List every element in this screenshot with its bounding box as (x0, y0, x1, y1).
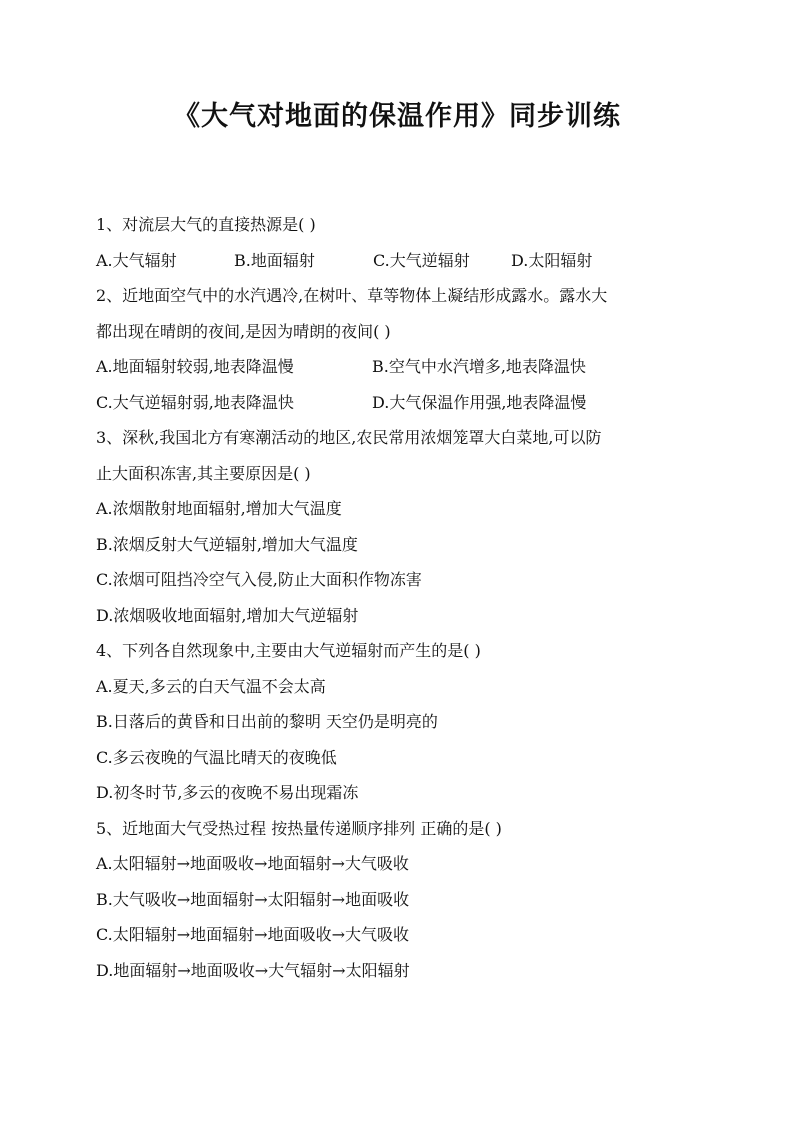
question-2-stem-line1: 2、近地面空气中的水汽遇冷,在树叶、草等物体上凝结形成露水。露水大 (96, 286, 608, 305)
question-2-options-row2 (96, 385, 706, 421)
question-5-option-c: C.太阳辐射→地面辐射→地面吸收→大气吸收 (96, 925, 409, 944)
question-2-stem-line2: 都出现在晴朗的夜间,是因为晴朗的夜间( ) (96, 321, 391, 341)
question-1-stem: 1、对流层大气的直接热源是( ) (96, 215, 316, 234)
question-1-option-c: C.大气逆辐射 (373, 250, 470, 270)
question-1-option-a: A.大气辐射 (96, 250, 177, 270)
question-4-stem: 4、下列各自然现象中,主要由大气逆辐射而产生的是( ) (96, 641, 481, 660)
question-1-option-d: D.太阳辐射 (511, 250, 593, 270)
question-2-option-b: B.空气中水汽增多,地表降温快 (372, 357, 586, 376)
question-2-option-a: A.地面辐射较弱,地表降温慢 (96, 357, 294, 376)
question-5-option-b: B.大气吸收→地面辐射→太阳辐射→地面吸收 (96, 889, 410, 909)
question-5-option-a: A.太阳辐射→地面吸收→地面辐射→大气吸收 (96, 854, 409, 873)
question-2-option-c: C.大气逆辐射弱,地表降温快 (96, 392, 294, 412)
question-1-options (96, 243, 706, 279)
question-list (96, 207, 706, 988)
question-4-option-a: A.夏天,多云的白天气温不会太高 (96, 676, 326, 696)
document-title: 《大气对地面的保温作用》同步训练 (173, 101, 621, 132)
question-1-option-b: B.地面辐射 (234, 250, 315, 270)
question-5-option-d: D.地面辐射→地面吸收→大气辐射→太阳辐射 (96, 960, 410, 980)
question-3-stem-line2: 止大面积冻害,其主要原因是( ) (96, 463, 311, 483)
question-2-options-row1 (96, 349, 706, 385)
question-3-option-d: D.浓烟吸收地面辐射,增加大气逆辐射 (96, 605, 359, 625)
question-4-option-c: C.多云夜晚的气温比晴天的夜晚低 (96, 747, 337, 767)
question-2-option-d: D.大气保温作用强,地表降温慢 (372, 392, 587, 412)
question-4-option-b: B.日落后的黄昏和日出前的黎明 天空仍是明亮的 (96, 712, 438, 731)
question-3-option-c: C.浓烟可阻挡冷空气入侵,防止大面积作物冻害 (96, 570, 422, 589)
question-5-stem: 5、近地面大气受热过程 按热量传递顺序排列 正确的是( ) (96, 818, 502, 838)
question-3-stem-line1: 3、深秋,我国北方有寒潮活动的地区,农民常用浓烟笼罩大白菜地,可以防 (96, 428, 602, 447)
question-4-option-d: D.初冬时节,多云的夜晚不易出现霜冻 (96, 783, 359, 802)
question-3-option-b: B.浓烟反射大气逆辐射,增加大气温度 (96, 534, 358, 554)
question-3-option-a: A.浓烟散射地面辐射,增加大气温度 (96, 499, 342, 518)
